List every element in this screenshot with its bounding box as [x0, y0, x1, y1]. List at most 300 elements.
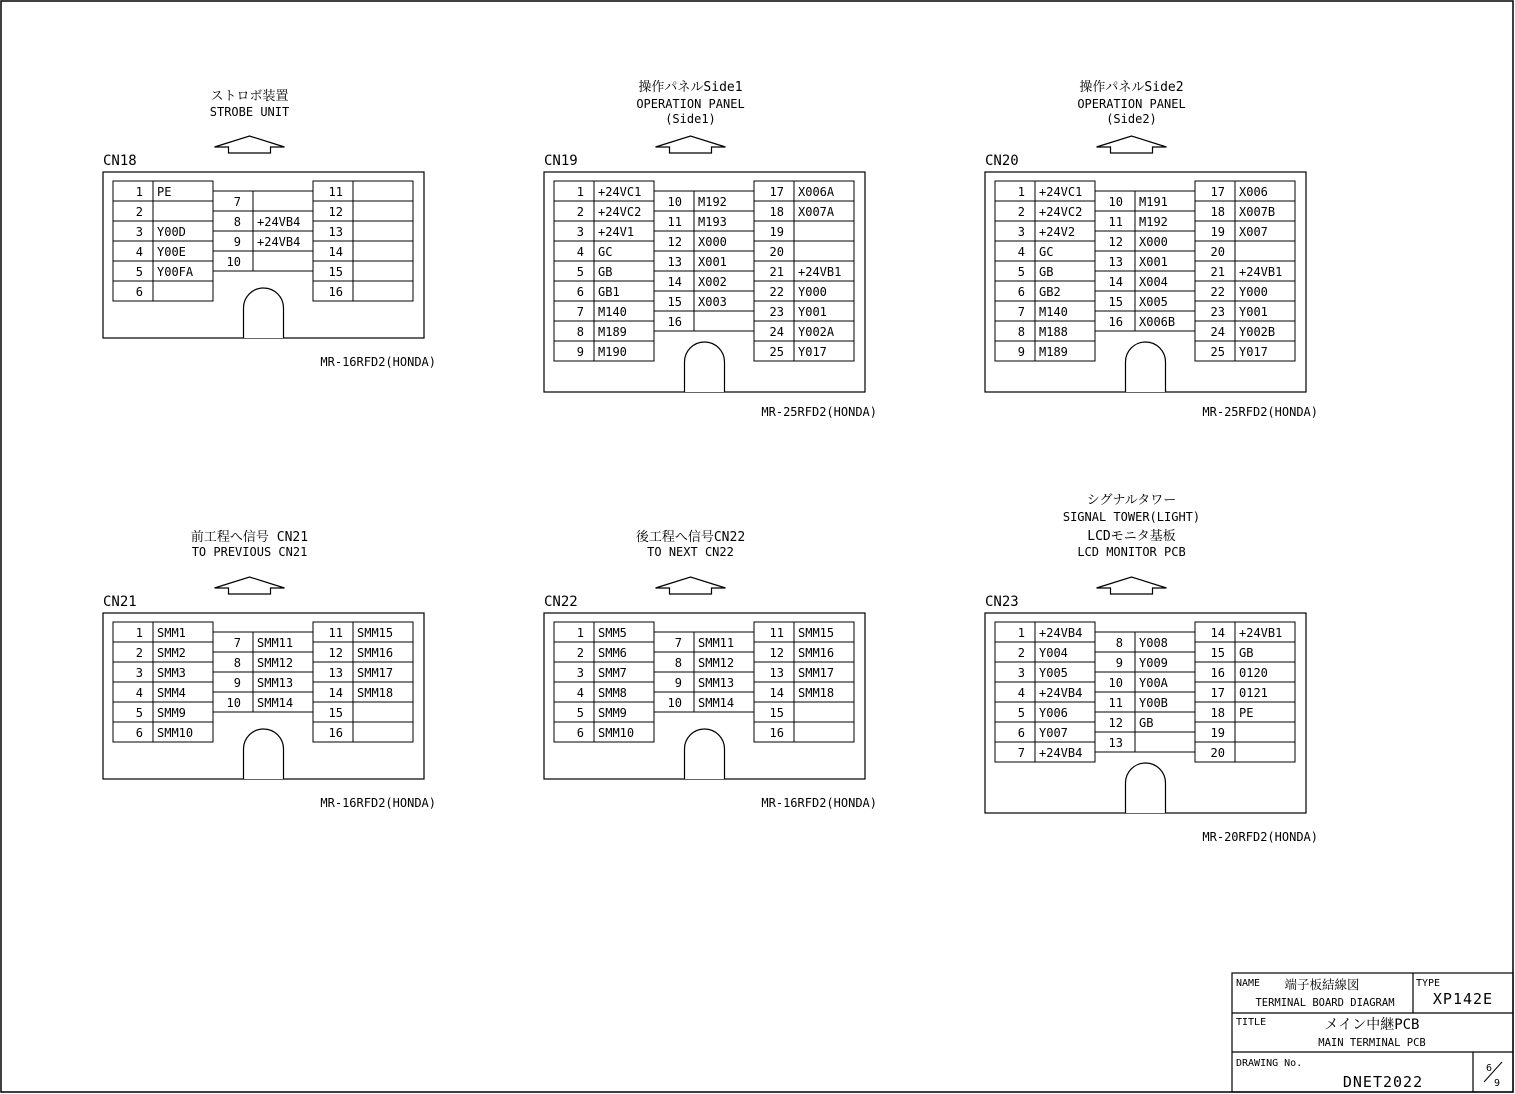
- pin-row: [1195, 201, 1295, 221]
- pin-signal: SMM13: [257, 676, 294, 690]
- pin-signal: GB: [1039, 265, 1054, 279]
- pin-number: 8: [233, 215, 241, 229]
- pin-signal: GB2: [1039, 285, 1061, 299]
- pin-signal: SMM13: [698, 676, 735, 690]
- pin-row: [1195, 321, 1295, 341]
- pin-signal: +24VB1: [798, 265, 842, 279]
- pin-signal: X007A: [798, 205, 835, 219]
- pin-row: [113, 622, 213, 642]
- pin-signal: +24VB4: [257, 235, 301, 249]
- pin-signal: SMM9: [598, 706, 627, 720]
- pin-row: [113, 642, 213, 662]
- pin-row: [113, 241, 213, 261]
- pin-signal: X005: [1139, 295, 1168, 309]
- pin-signal: GB: [1139, 716, 1154, 730]
- pin-number: 11: [1108, 215, 1123, 229]
- pin-signal: SMM18: [357, 686, 394, 700]
- pin-signal: SMM14: [257, 696, 294, 710]
- pin-signal: Y004: [1039, 646, 1068, 660]
- pin-number: 7: [1017, 305, 1025, 319]
- name-label: NAME: [1236, 978, 1261, 989]
- pin-row: [554, 341, 654, 361]
- pin-number: 12: [1108, 235, 1123, 249]
- pin-row: [654, 231, 754, 251]
- pin-row: [1095, 311, 1195, 331]
- pin-number: 23: [1210, 305, 1225, 319]
- pin-signal: X003: [698, 295, 727, 309]
- pin-number: 16: [667, 315, 682, 329]
- pin-number: 3: [576, 666, 584, 680]
- connector-label: CN20: [985, 153, 1019, 169]
- pin-number: 20: [1210, 245, 1225, 259]
- pin-signal: SMM10: [157, 726, 194, 740]
- pin-number: 3: [576, 225, 584, 239]
- pin-row: [1095, 231, 1195, 251]
- pin-signal: M189: [598, 325, 627, 339]
- pin-signal: X006: [1239, 185, 1268, 199]
- pin-number: 6: [135, 285, 143, 299]
- pin-row: [995, 642, 1095, 662]
- pin-row: [1195, 702, 1295, 722]
- pin-number: 10: [667, 696, 682, 710]
- pin-number: 16: [1108, 315, 1123, 329]
- up-arrow-icon: [1097, 577, 1167, 594]
- pin-row: [554, 722, 654, 742]
- pin-row: [213, 692, 313, 712]
- up-arrow-icon: [656, 577, 726, 594]
- pin-number: 12: [1108, 716, 1123, 730]
- pin-row: [995, 261, 1095, 281]
- pin-signal: +24VB4: [257, 215, 301, 229]
- pin-number: 10: [226, 696, 241, 710]
- pin-row: [213, 251, 313, 271]
- pin-signal: SMM14: [698, 696, 735, 710]
- pin-row: [1095, 652, 1195, 672]
- pin-number: 12: [769, 646, 784, 660]
- pin-row: [313, 241, 413, 261]
- pin-row: [313, 281, 413, 301]
- pin-signal: SMM12: [698, 656, 735, 670]
- pin-row: [313, 682, 413, 702]
- pin-row: [1195, 742, 1295, 762]
- pin-row: [213, 191, 313, 211]
- pin-row: [554, 301, 654, 321]
- pin-signal: M140: [598, 305, 627, 319]
- connector-cn23: [985, 493, 1318, 844]
- pin-number: 17: [769, 185, 784, 199]
- part-number: MR-16RFD2(HONDA): [761, 796, 877, 810]
- pin-row: [995, 662, 1095, 682]
- pin-number: 4: [576, 245, 584, 259]
- pin-signal: X001: [1139, 255, 1168, 269]
- pin-number: 18: [1210, 205, 1225, 219]
- pin-row: [995, 682, 1095, 702]
- pin-row: [313, 702, 413, 722]
- pin-number: 9: [674, 676, 682, 690]
- pin-row: [754, 201, 854, 221]
- pin-number: 10: [1108, 195, 1123, 209]
- pin-number: 7: [233, 195, 241, 209]
- pin-signal: X006B: [1139, 315, 1176, 329]
- pin-number: 2: [1017, 205, 1025, 219]
- pin-number: 22: [769, 285, 784, 299]
- pin-signal: X007: [1239, 225, 1268, 239]
- pin-signal: Y002A: [798, 325, 835, 339]
- pin-number: 7: [674, 636, 682, 650]
- pin-signal: Y017: [1239, 345, 1268, 359]
- pin-row: [995, 281, 1095, 301]
- pin-signal: GC: [598, 245, 613, 259]
- pin-row: [113, 201, 213, 221]
- pin-number: 6: [576, 726, 584, 740]
- pin-number: 14: [769, 686, 784, 700]
- pin-row: [313, 221, 413, 241]
- pin-row: [1095, 732, 1195, 752]
- pin-number: 9: [233, 235, 241, 249]
- pin-signal: X006A: [798, 185, 835, 199]
- pin-number: 6: [576, 285, 584, 299]
- connector-title-jp: シグナルタワー: [1086, 493, 1177, 508]
- type-value: XP142E: [1432, 990, 1494, 1008]
- key-notch: [1126, 342, 1166, 392]
- pin-number: 15: [328, 706, 343, 720]
- pin-number: 23: [769, 305, 784, 319]
- pin-number: 2: [135, 646, 143, 660]
- pin-row: [1195, 341, 1295, 361]
- pin-number: 9: [233, 676, 241, 690]
- pin-row: [995, 301, 1095, 321]
- pin-number: 10: [1108, 676, 1123, 690]
- connector-title-en2: LCDモニタ基板: [1087, 529, 1176, 544]
- pin-number: 12: [667, 235, 682, 249]
- pin-number: 16: [328, 726, 343, 740]
- pin-row: [554, 682, 654, 702]
- pin-row: [995, 341, 1095, 361]
- pin-row: [113, 221, 213, 241]
- pin-row: [113, 261, 213, 281]
- pin-row: [654, 271, 754, 291]
- connector-title-jp: 後工程へ信号CN22: [635, 530, 746, 545]
- pin-number: 13: [667, 255, 682, 269]
- pin-signal: Y000: [798, 285, 827, 299]
- up-arrow-icon: [1097, 136, 1167, 153]
- pin-row: [1195, 261, 1295, 281]
- pin-number: 24: [1210, 325, 1225, 339]
- pin-row: [1095, 291, 1195, 311]
- part-number: MR-25RFD2(HONDA): [761, 405, 877, 419]
- pin-row: [554, 662, 654, 682]
- pin-row: [113, 722, 213, 742]
- pin-number: 5: [135, 706, 143, 720]
- pin-row: [754, 261, 854, 281]
- connector-title-en3: LCD MONITOR PCB: [1077, 545, 1186, 559]
- pin-row: [554, 281, 654, 301]
- pin-signal: X001: [698, 255, 727, 269]
- pin-row: [995, 201, 1095, 221]
- connector-title-jp: 操作パネルSide2: [1079, 80, 1184, 95]
- up-arrow-icon: [215, 136, 285, 153]
- pin-row: [995, 742, 1095, 762]
- pin-row: [313, 622, 413, 642]
- pin-number: 21: [769, 265, 784, 279]
- pin-row: [995, 241, 1095, 261]
- connector-title-en: STROBE UNIT: [209, 105, 290, 119]
- pin-signal: M192: [1139, 215, 1168, 229]
- pin-signal: SMM15: [357, 626, 394, 640]
- pin-signal: +24VC1: [598, 185, 642, 199]
- pin-signal: Y007: [1039, 726, 1068, 740]
- pin-row: [754, 682, 854, 702]
- pin-signal: Y006: [1039, 706, 1068, 720]
- connector-title-jp: ストロボ装置: [210, 89, 289, 104]
- pin-number: 12: [328, 205, 343, 219]
- pin-row: [1195, 722, 1295, 742]
- pin-signal: Y002B: [1239, 325, 1276, 339]
- connector-title-jp: 操作パネルSide1: [638, 80, 743, 95]
- pin-signal: +24VB1: [1239, 626, 1283, 640]
- pin-row: [1195, 301, 1295, 321]
- key-notch: [685, 729, 725, 779]
- pin-row: [113, 181, 213, 201]
- pin-signal: SMM11: [257, 636, 294, 650]
- connector-cn19: [544, 79, 877, 419]
- pin-number: 1: [576, 626, 584, 640]
- pin-signal: M191: [1139, 195, 1168, 209]
- pin-number: 1: [135, 626, 143, 640]
- key-notch: [244, 288, 284, 338]
- pin-number: 2: [135, 205, 143, 219]
- pin-row: [754, 281, 854, 301]
- pin-row: [1095, 251, 1195, 271]
- pin-number: 2: [576, 205, 584, 219]
- pin-row: [554, 321, 654, 341]
- pin-row: [313, 662, 413, 682]
- pin-number: 3: [1017, 225, 1025, 239]
- pin-number: 14: [1210, 626, 1225, 640]
- pin-number: 8: [1115, 636, 1123, 650]
- pin-signal: GB1: [598, 285, 620, 299]
- pin-signal: SMM17: [798, 666, 835, 680]
- pin-signal: Y000: [1239, 285, 1268, 299]
- pin-number: 14: [328, 245, 343, 259]
- connector-title-en: TO PREVIOUS CN21: [191, 545, 308, 559]
- pin-signal: Y008: [1139, 636, 1168, 650]
- pin-row: [754, 221, 854, 241]
- pin-row: [995, 221, 1095, 241]
- pin-row: [754, 642, 854, 662]
- pin-signal: +24VB4: [1039, 626, 1083, 640]
- pin-signal: PE: [1239, 706, 1254, 720]
- pin-row: [754, 241, 854, 261]
- connector-title-jp: 前工程へ信号 CN21: [190, 530, 309, 545]
- part-number: MR-16RFD2(HONDA): [320, 355, 436, 369]
- pin-number: 9: [1017, 345, 1025, 359]
- pin-signal: SMM16: [798, 646, 835, 660]
- pin-row: [1195, 281, 1295, 301]
- connector-label: CN22: [544, 594, 578, 610]
- pin-number: 10: [667, 195, 682, 209]
- pin-row: [754, 662, 854, 682]
- pin-number: 9: [576, 345, 584, 359]
- pin-signal: SMM8: [598, 686, 627, 700]
- pin-row: [554, 622, 654, 642]
- pin-row: [1195, 221, 1295, 241]
- pin-row: [1195, 662, 1295, 682]
- pin-signal: SMM7: [598, 666, 627, 680]
- pin-signal: X007B: [1239, 205, 1276, 219]
- pin-row: [1195, 181, 1295, 201]
- connector-cn21: [103, 529, 436, 810]
- pin-number: 14: [667, 275, 682, 289]
- pin-row: [1095, 211, 1195, 231]
- sheet-total: 9: [1493, 1078, 1501, 1089]
- pin-row: [1095, 672, 1195, 692]
- pin-signal: +24VC2: [1039, 205, 1083, 219]
- pin-signal: Y00D: [157, 225, 186, 239]
- pin-number: 5: [576, 265, 584, 279]
- pin-signal: X002: [698, 275, 727, 289]
- drawing-value: DNET2022: [1342, 1073, 1424, 1091]
- title-label: TITLE: [1236, 1017, 1267, 1028]
- pin-signal: SMM10: [598, 726, 635, 740]
- connector-title-en: SIGNAL TOWER(LIGHT): [1062, 510, 1201, 524]
- connector-title-en: OPERATION PANEL: [636, 97, 745, 111]
- pin-signal: X000: [698, 235, 727, 249]
- connector-cn18: [103, 88, 436, 369]
- pin-number: 8: [233, 656, 241, 670]
- pin-signal: SMM17: [357, 666, 394, 680]
- pin-row: [654, 692, 754, 712]
- pin-number: 12: [328, 646, 343, 660]
- pin-number: 6: [1017, 726, 1025, 740]
- pin-signal: +24V2: [1039, 225, 1076, 239]
- pin-number: 11: [1108, 696, 1123, 710]
- pin-number: 8: [1017, 325, 1025, 339]
- pin-number: 8: [674, 656, 682, 670]
- pin-signal: Y005: [1039, 666, 1068, 680]
- pin-row: [1095, 271, 1195, 291]
- pin-row: [213, 211, 313, 231]
- pin-number: 16: [328, 285, 343, 299]
- pin-signal: +24VB4: [1039, 686, 1083, 700]
- pin-row: [995, 321, 1095, 341]
- connector-cn22: [544, 529, 877, 810]
- pin-number: 5: [135, 265, 143, 279]
- pin-signal: 0120: [1239, 666, 1268, 680]
- pin-number: 8: [576, 325, 584, 339]
- pin-number: 4: [135, 686, 143, 700]
- pin-number: 21: [1210, 265, 1225, 279]
- pin-signal: X000: [1139, 235, 1168, 249]
- pin-number: 9: [1115, 656, 1123, 670]
- pin-number: 16: [769, 726, 784, 740]
- pin-number: 22: [1210, 285, 1225, 299]
- pin-number: 2: [576, 646, 584, 660]
- pin-signal: SMM5: [598, 626, 627, 640]
- pin-signal: SMM11: [698, 636, 735, 650]
- pin-number: 3: [135, 225, 143, 239]
- name-en: TERMINAL BOARD DIAGRAM: [1255, 997, 1395, 1009]
- pin-row: [754, 321, 854, 341]
- pin-row: [554, 261, 654, 281]
- connector-title-en: TO NEXT CN22: [647, 545, 734, 559]
- pin-number: 6: [135, 726, 143, 740]
- title-en: MAIN TERMINAL PCB: [1318, 1037, 1426, 1049]
- pin-signal: GB: [598, 265, 613, 279]
- pin-row: [654, 672, 754, 692]
- pin-number: 24: [769, 325, 784, 339]
- pin-signal: +24VB4: [1039, 746, 1083, 760]
- up-arrow-icon: [215, 577, 285, 594]
- pin-signal: M193: [698, 215, 727, 229]
- connector-title-en2: (Side2): [1106, 112, 1157, 126]
- pin-signal: Y00E: [157, 245, 186, 259]
- pin-row: [1195, 241, 1295, 261]
- pin-number: 18: [769, 205, 784, 219]
- connector-cn20: [985, 79, 1318, 419]
- pin-number: 17: [1210, 185, 1225, 199]
- pin-number: 4: [1017, 245, 1025, 259]
- pin-row: [654, 652, 754, 672]
- pin-row: [654, 191, 754, 211]
- pin-signal: +24VC2: [598, 205, 642, 219]
- pin-number: 1: [576, 185, 584, 199]
- pin-signal: SMM1: [157, 626, 186, 640]
- pin-row: [313, 642, 413, 662]
- connector-label: CN19: [544, 153, 578, 169]
- connectors: [103, 79, 1318, 844]
- pin-signal: SMM15: [798, 626, 835, 640]
- sheet-number: 6: [1485, 1063, 1493, 1074]
- drawing-label: DRAWING No.: [1236, 1058, 1303, 1069]
- pin-number: 7: [576, 305, 584, 319]
- key-notch: [1126, 763, 1166, 813]
- connector-title-en: OPERATION PANEL: [1077, 97, 1186, 111]
- pin-number: 13: [328, 225, 343, 239]
- pin-number: 5: [1017, 265, 1025, 279]
- pin-row: [1195, 642, 1295, 662]
- pin-number: 19: [769, 225, 784, 239]
- pin-row: [1195, 622, 1295, 642]
- pin-number: 1: [1017, 185, 1025, 199]
- pin-row: [554, 642, 654, 662]
- pin-number: 6: [1017, 285, 1025, 299]
- pin-row: [213, 632, 313, 652]
- pin-number: 25: [769, 345, 784, 359]
- pin-row: [654, 211, 754, 231]
- pin-number: 11: [769, 626, 784, 640]
- part-number: MR-25RFD2(HONDA): [1202, 405, 1318, 419]
- pin-number: 13: [328, 666, 343, 680]
- connector-label: CN21: [103, 594, 137, 610]
- key-notch: [685, 342, 725, 392]
- pin-number: 15: [667, 295, 682, 309]
- pin-signal: SMM2: [157, 646, 186, 660]
- pin-row: [754, 722, 854, 742]
- pin-signal: M140: [1039, 305, 1068, 319]
- pin-number: 13: [769, 666, 784, 680]
- up-arrow-icon: [656, 136, 726, 153]
- pin-row: [1095, 191, 1195, 211]
- pin-row: [754, 341, 854, 361]
- pin-signal: Y001: [1239, 305, 1268, 319]
- pin-number: 14: [1108, 275, 1123, 289]
- pin-number: 2: [1017, 646, 1025, 660]
- pin-row: [554, 221, 654, 241]
- pin-signal: SMM18: [798, 686, 835, 700]
- pin-number: 11: [667, 215, 682, 229]
- pin-row: [1095, 632, 1195, 652]
